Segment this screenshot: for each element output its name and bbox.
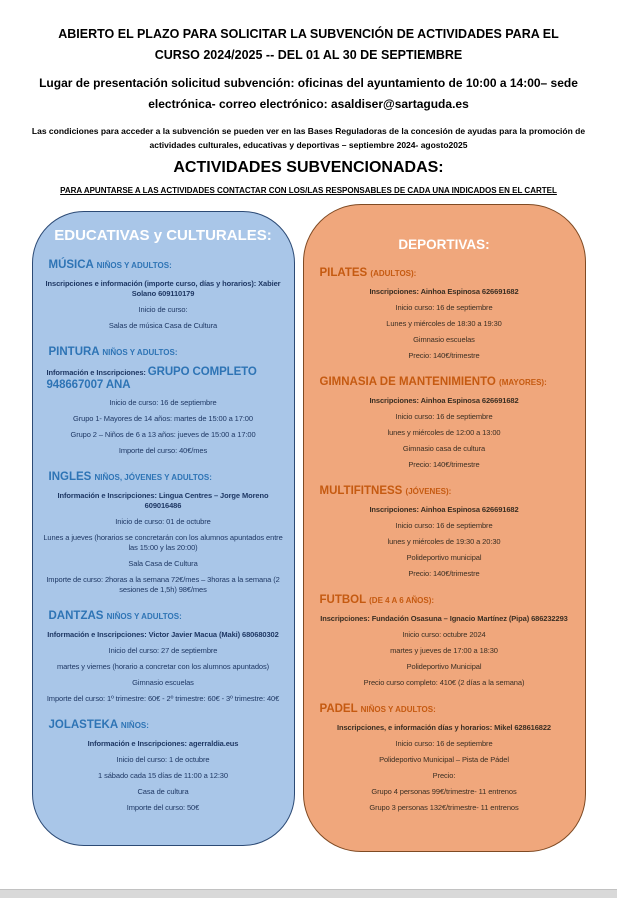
info-line: martes y jueves de 17:00 a 18:30 [390,646,498,655]
section-qualifier: (ADULTOS): [370,269,417,278]
deportivas-section-heading-4 [320,699,575,717]
section-qualifier: NIÑOS: [120,721,149,730]
info-line: Inicio del curso: 1 de octubre [116,755,210,764]
info-line: Lunes a jueves (horarios se concretarán con los alumnos apuntados entre las 15:00 y las 20:00) [43,533,283,552]
info-line: Importe del curso: 40€/mes [118,446,208,455]
info-line: lunes y miércoles de 19:30 a 20:30 [387,537,501,546]
info-line: Precio curso completo: 410€ (2 días a la semana) [363,678,525,687]
info-line: Importe del curso: 1º trimestre: 60€ - 2º trimestre: 60€ - 3º trimestre: 40€ [46,694,280,703]
section-qualifier: (JÓVENES): [405,487,452,496]
info-line: Inicio curso: octubre 2024 [402,630,486,639]
section-title: JOLASTEKA [48,719,121,731]
info-line: Precio: 140€/trimestre [408,351,480,360]
info-line: Inicio curso: 16 de septiembre [395,521,493,530]
info-line: Inscripciones: Ainhoa Espinosa 626691682 [369,287,519,296]
info-line: Polideportivo Municipal [406,662,482,671]
info-line: Precio: [432,771,456,780]
info-line: Información e Inscripciones: Lingua Centres – Jorge Moreno 609016486 [57,491,269,510]
deportivas-section-heading-0 [320,263,575,281]
section-title: GIMNASIA DE MANTENIMIENTO [319,376,500,388]
deportivas-section-heading-2 [320,481,575,499]
educativas-section-heading-1 [49,342,284,360]
info-line: Inscripciones e información (importe curso, días y horarios): Xabier Solano 609110179 [45,279,281,298]
deportivas-section-heading-1 [320,372,575,390]
section-title: PILATES [319,267,371,279]
section-title: PADEL [319,703,361,715]
poster-title: ABIERTO EL PLAZO PARA SOLICITAR LA SUBVENCIÓN DE ACTIVIDADES PARA EL CURSO 2024/2025 -- DEL 01 AL 30 DE SEPTIEMBRE [58,27,559,62]
section-qualifier: (MAYORES): [499,378,547,387]
info-line: Importe de curso: 2horas a la semana 72€/mes – 3horas a la semana (2 sesiones de 1,5h) 98€/mes [46,575,280,594]
deportivas-box-header: DEPORTIVAS: [398,237,490,252]
section-qualifier: NIÑOS Y ADULTOS: [360,705,436,714]
section-title: DANTZAS [48,610,107,622]
info-highlight: GRUPO COMPLETO 948667007 ANA [46,366,257,391]
info-line: Inicio del curso: 27 de septiembre [108,646,218,655]
info-line [47,366,288,392]
info-line: Inicio curso: 16 de septiembre [395,739,493,748]
info-line: Polideportivo Municipal – Pista de Pádel [379,755,509,764]
info-line: Salas de música Casa de Cultura [108,321,218,330]
info-line: Inicio de curso: [138,305,188,314]
info-line: Inscripciones: Fundación Osasuna – Ignacio Martínez (Pipa) 686232293 [320,614,568,623]
educativas-section-heading-3 [49,606,284,624]
educativas-section-heading-0 [49,255,284,273]
section-qualifier: NIÑOS Y ADULTOS: [106,612,182,621]
info-line: Grupo 2 – Niños de 6 a 13 años: jueves de 15:00 a 17:00 [70,430,256,439]
subsidized-activities-poster [0,24,617,852]
info-line: Importe del curso: 50€ [126,803,200,812]
info-line: Inscripciones, e información días y horarios: Mikel 628616822 [337,723,551,732]
section-qualifier: (DE 4 A 6 AÑOS): [369,596,435,605]
conditions-note: Las condiciones para acceder a la subvención se pueden ver en las Bases Reguladoras de la concesión de ayudas para la promoción de actividades culturales, educativas y deportivas – septiembre 2024- agosto2025 [31,126,586,150]
columns-container [0,204,617,852]
info-line: Grupo 4 personas 99€/trimestre- 11 entrenos [371,787,517,796]
educativas-box-header: EDUCATIVAS y CULTURALES: [54,227,272,244]
info-label: Información e Inscripciones: [46,368,148,377]
info-line: Polideportivo municipal [406,553,482,562]
info-line: Precio: 140€/trimestre [408,569,480,578]
section-title: FUTBOL [319,594,370,606]
info-line: Precio: 140€/trimestre [408,460,480,469]
info-line: Grupo 1- Mayores de 14 años: martes de 15:00 a 17:00 [73,414,253,423]
info-line: lunes y miércoles de 12:00 a 13:00 [387,428,501,437]
info-line: martes y viernes (horario a concretar con los alumnos apuntados) [56,662,270,671]
info-line: Información e Inscripciones: agerraldia.eus [87,739,239,748]
educativas-section-heading-2 [49,467,284,485]
section-qualifier: NIÑOS Y ADULTOS: [102,348,178,357]
info-line: Inicio de curso: 01 de octubre [115,517,211,526]
section-title: PINTURA [48,346,103,358]
info-line: Casa de cultura [137,787,189,796]
deportivas-section-heading-3 [320,590,575,608]
info-line: Inicio curso: 16 de septiembre [395,412,493,421]
info-line: Información e Inscripciones: Victor Javier Macua (Maki) 680680302 [47,630,279,639]
info-line: Gimnasio casa de cultura [402,444,486,453]
contact-note: PARA APUNTARSE A LAS ACTIVIDADES CONTACTAR CON LOS/LAS RESPONSABLES DE CADA UNA INDICADOS EN EL CARTEL [60,186,557,195]
section-title: MULTIFITNESS [319,485,406,497]
info-line: Gimnasio escuelas [413,335,475,344]
info-line: Gimnasio escuelas [132,678,194,687]
info-line: Inscripciones: Ainhoa Espinosa 626691682 [369,505,519,514]
section-title: MÚSICA [48,259,97,271]
info-line: Sala Casa de Cultura [128,559,198,568]
info-line: Inicio curso: 16 de septiembre [395,303,493,312]
window-bottom-bar [0,889,617,898]
info-line: Lunes y miércoles de 18:30 a 19:30 [386,319,502,328]
info-line: Inscripciones: Ainhoa Espinosa 626691682 [369,396,519,405]
section-title: INGLES [48,471,95,483]
info-line: Inicio de curso: 16 de septiembre [109,398,217,407]
educativas-section-heading-4 [49,715,284,733]
section-qualifier: NIÑOS Y ADULTOS: [96,261,172,270]
submission-info: Lugar de presentación solicitud subvención: oficinas del ayuntamiento de 10:00 a 14:00– sede electrónica- correo electrónico: asaldiser@sartaguda.es [39,76,578,111]
section-qualifier: NIÑOS, JÓVENES Y ADULTOS: [94,473,212,482]
info-line: Grupo 3 personas 132€/trimestre- 11 entrenos [369,803,519,812]
info-line: 1 sábado cada 15 días de 11:00 a 12:30 [98,771,228,780]
activities-heading: ACTIVIDADES SUBVENCIONADAS: [173,159,444,176]
deportivas-box [303,204,586,852]
educativas-culturales-box [32,211,295,846]
